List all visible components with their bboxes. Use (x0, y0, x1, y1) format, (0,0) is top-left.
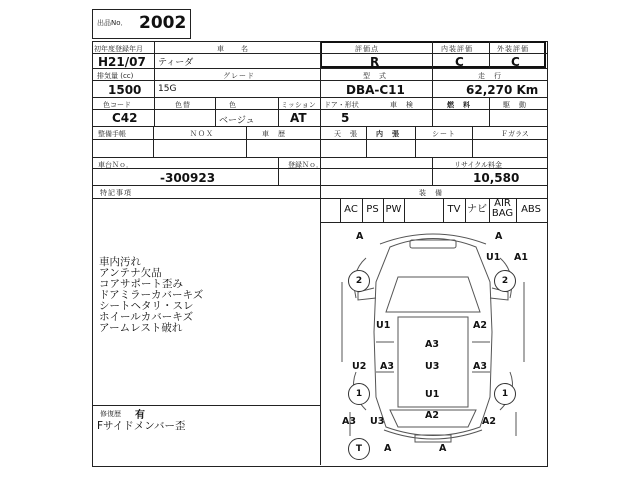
wheel-front-right: 2 (494, 270, 516, 292)
model-value: DBA-C11 (346, 83, 405, 97)
hdr-reg-no: 登録Ｎｏ． (288, 161, 323, 169)
code-a3: A3 (425, 339, 439, 350)
remark-item: アームレスト破れ (99, 322, 183, 334)
code-a: A (356, 231, 364, 242)
remark-item: コアサポート歪み (99, 278, 183, 290)
equip-airbag: AIR BAG (491, 198, 514, 219)
lot-label: 出品No． (97, 19, 128, 27)
hdr-repair: 修復歴 (100, 410, 121, 418)
hdr-recycle: リサイクル料金 (454, 161, 503, 169)
car-name-value: ティーダ (158, 58, 194, 68)
first-reg-value: H21/07 (98, 55, 146, 69)
hdr-car-name: 車 名 (217, 45, 249, 53)
code-a3: A3 (473, 361, 487, 372)
windshield (386, 277, 480, 312)
equip-tv: TV (447, 204, 461, 215)
wheel-rear-right: 1 (494, 383, 516, 405)
hdr-color: 色 (229, 101, 237, 109)
code-a1: A1 (514, 252, 528, 263)
code-u3: U3 (425, 361, 440, 372)
code-u1: U1 (425, 389, 440, 400)
chassis-no-value: -300923 (160, 171, 216, 185)
lot-number: 2002 (139, 13, 187, 33)
hdr-doors: ドア・形状 (324, 101, 359, 109)
code-a2: A2 (425, 410, 439, 421)
code-u2: U2 (352, 361, 367, 372)
wheel-front-left: 2 (348, 270, 370, 292)
code-a3: A3 (380, 361, 394, 372)
repair-value: 有 (135, 410, 145, 421)
hdr-interior-trim: 内 張 (376, 130, 400, 138)
hdr-seat: シート (432, 130, 456, 138)
remark-item: ホイールカバーキズ (99, 311, 194, 323)
hdr-f-glass: Ｆガラス (501, 130, 529, 138)
hdr-model: 型 式 (363, 72, 387, 80)
hdr-remarks: 特記事項 (100, 189, 132, 197)
code-a: A (439, 443, 447, 454)
spare-tire: T (348, 438, 370, 460)
hdr-maintenance: 整備手帳 (98, 130, 126, 138)
hdr-color-code: 色コード (103, 101, 131, 109)
hdr-chassis-no: 車台Ｎｏ． (98, 161, 133, 169)
remarks-list (99, 257, 203, 334)
color-code-value: C42 (112, 111, 138, 125)
hdr-color-change: 色替 (175, 101, 191, 109)
hdr-car-history: 車 歴 (262, 130, 286, 138)
remark-item: アンテナ欠品 (99, 267, 162, 279)
hdr-transmission: ミッション (281, 101, 316, 109)
hdr-nox: ＮＯＸ (190, 130, 214, 138)
remark-item: 車内汚れ (99, 256, 141, 268)
wheel-rear-left: 1 (348, 383, 370, 405)
color-value: ベージュ (219, 116, 255, 126)
hdr-mileage: 走 行 (478, 72, 502, 80)
equip-navi: ナビ (467, 204, 487, 215)
hdr-fuel: 燃 料 (447, 101, 471, 109)
code-a3: A3 (342, 416, 356, 427)
car-body-outline (374, 239, 492, 436)
displacement-value: 1500 (108, 83, 142, 97)
hdr-sunroof: 天 張 (334, 130, 358, 138)
interior-value: C (455, 55, 464, 69)
hdr-equipment: 装 備 (419, 189, 443, 197)
hdr-drive: 駆 動 (503, 101, 527, 109)
hdr-exterior: 外装評価 (497, 45, 529, 53)
exterior-value: C (511, 55, 520, 69)
remark-item: ドアミラーカバーキズ (99, 289, 204, 301)
grade-value: 15G (158, 84, 177, 94)
hdr-score: 評価点 (355, 45, 379, 53)
code-a: A (384, 443, 392, 454)
mileage-value: 62,270 Km (466, 83, 539, 97)
remark-item: シートヘタリ・スレ (99, 300, 194, 312)
hdr-interior: 内装評価 (441, 45, 473, 53)
doors-value: 5 (341, 111, 350, 125)
score-value: R (370, 55, 380, 69)
recycle-value: 10,580 (473, 171, 520, 185)
hdr-displacement: 排気量 (cc) (97, 72, 134, 80)
equip-abs: ABS (521, 204, 541, 215)
code-a2: A2 (473, 320, 487, 331)
transmission-value: AT (290, 111, 307, 125)
hdr-first-reg: 初年度登録年月 (94, 45, 143, 53)
code-u1: U1 (376, 320, 391, 331)
code-u3: U3 (370, 416, 385, 427)
equip-ps: PS (366, 204, 379, 215)
code-a: A (495, 231, 503, 242)
equip-pw: PW (385, 204, 402, 215)
grille (410, 240, 456, 248)
hdr-grade: グレード (223, 72, 255, 80)
code-u1: U1 (486, 252, 501, 263)
repair-note: Fサイドメンバー歪 (97, 420, 186, 432)
equip-ac: AC (344, 204, 358, 215)
hdr-inspection: 車 検 (390, 101, 414, 109)
code-a2: A2 (482, 416, 496, 427)
